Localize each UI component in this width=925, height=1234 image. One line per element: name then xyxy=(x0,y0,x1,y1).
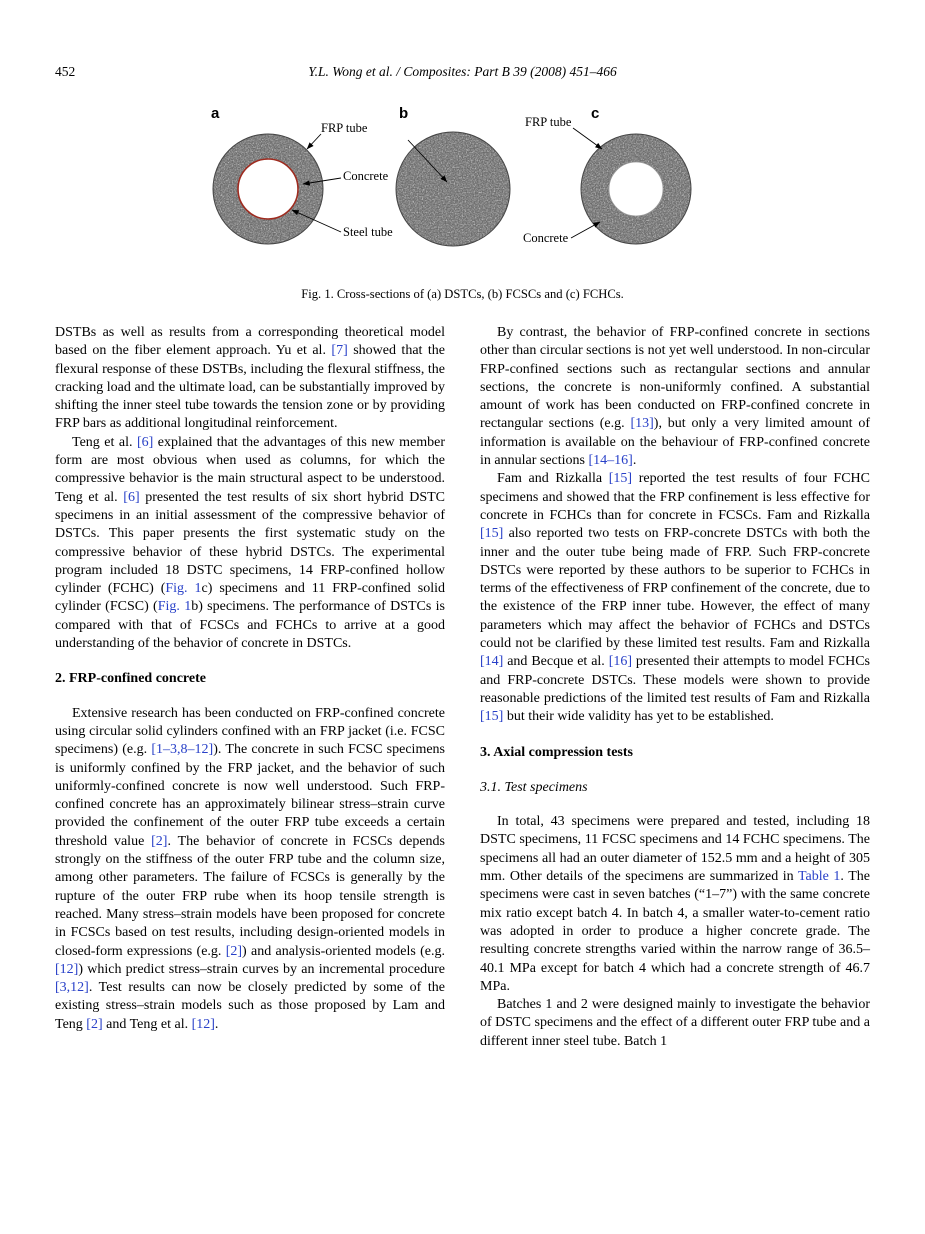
right-column xyxy=(480,324,870,1051)
citation-link[interactable]: [14] xyxy=(480,654,504,670)
cross-section-dstc xyxy=(213,134,323,244)
cross-section-fcsc xyxy=(396,132,510,246)
page-header xyxy=(55,64,870,80)
page-number: 452 xyxy=(55,64,76,79)
citation-link[interactable]: [2] xyxy=(151,833,168,849)
left-column xyxy=(55,324,445,1051)
running-head: Y.L. Wong et al. / Composites: Part B 39 (2008) 451–466 xyxy=(308,64,617,79)
citation-link[interactable]: Fig. 1 xyxy=(165,581,202,597)
section-heading: 3. Axial compression tests xyxy=(480,744,633,760)
figure-caption: Fig. 1. Cross-sections of (a) DSTCs, (b) FCSCs and (c) FCHCs. xyxy=(301,287,624,301)
section-heading: 2. FRP-confined concrete xyxy=(55,671,206,687)
steel-tube-ring xyxy=(238,159,298,219)
frp-tube-arrow-right xyxy=(573,128,602,149)
two-column-body xyxy=(55,324,870,1051)
paragraph: By contrast, the behavior of FRP-confined concrete in sections other than circular sections is not yet well understood. In non-circular FRP-confined sections such as rectangular sections and annular sections, the concrete is non-uniformly confined. A substantial amount of work has been conducted on FRP-confined concrete in rectangular sections (e.g. [13]), but only a very limited amount of information is available on the behaviour of FRP-confined concrete in annular sections [14–16]. xyxy=(480,325,870,469)
concrete-label-left: Concrete xyxy=(342,169,388,183)
citation-link[interactable]: Table 1 xyxy=(797,869,841,885)
citation-link[interactable]: [15] xyxy=(480,709,504,725)
citation-link[interactable]: [13] xyxy=(630,416,654,432)
citation-link[interactable]: [2] xyxy=(225,943,243,959)
citation-link[interactable]: [3,12] xyxy=(55,980,89,996)
panel-letter-b: b xyxy=(398,105,408,122)
citation-link[interactable]: [6] xyxy=(136,434,154,450)
citation-link[interactable]: [14–16] xyxy=(588,453,633,469)
hollow-core xyxy=(609,162,663,216)
frp-tube-arrow-left xyxy=(307,134,321,149)
concrete-arrow-right xyxy=(571,222,600,238)
steel-tube-label: Steel tube xyxy=(342,225,393,239)
frp-tube-label-right: FRP tube xyxy=(524,115,571,129)
paragraph: Teng et al. [6] explained that the advantages of this new member form are most obvious when used as columns, for which the compressive behavior is the main structural aspect to be understood. Teng et al. [6] presented the test results of six short hybrid DSTC specimens in an initial assessment of the compressive behavior of DSTCs. This paper presents the first systematic study on the compressive behavior of these hybrid DSTCs. The experimental program included 18 DSTC specimens, 14 FRP-confined hollow cylinder (FCHC) (Fig. 1c) specimens and 11 FRP-confined solid cylinder (FCSC) (Fig. 1b) specimens. The performance of DSTCs is compared with that of FCSCs and FCHCs to arrive at a good understanding of the behavior of concrete in DSTCs. xyxy=(55,434,446,652)
frp-tube-label-left: FRP tube xyxy=(320,121,367,135)
paragraph: Batches 1 and 2 were designed mainly to investigate the behavior of DSTC specimens and the effect of a different outer FRP tube and a different inner steel tube. Batch 1 xyxy=(480,997,870,1049)
citation-link[interactable]: [2] xyxy=(86,1016,103,1032)
citation-link[interactable]: [6] xyxy=(123,489,140,505)
subsection-heading: 3.1. Test specimens xyxy=(480,779,588,795)
paragraph: Fam and Rizkalla [15] reported the test results of four FCHC specimens and showed that the FRP confinement is less effective for concrete in FCHCs than for concrete in FCSCs. Fam and Rizkalla [15] also reported two tests on FRP-concrete DSTCs with both the inner and the outer tube being made of FRP. Such FRP-concrete DSTCs were reported by these authors to be superior to FCHCs in terms of the effectiveness of FRP confinement of the concrete, due to the existence of the FRP inner tube. However, the effect of many parameters which may affect the behavior of FCHCs and DSTCs could not be clarified by these limited test results. Fam and Rizkalla [14] and Becque et al. [16] presented their attempts to model FCHCs and FRP-concrete DSTCs. These models were shown to provide reasonable predictions of the limited test results of Fam and Rizkalla [15] but their wide validity has yet to be established. xyxy=(480,471,871,725)
citation-link[interactable]: Fig. 1 xyxy=(157,599,192,615)
paragraph: Extensive research has been conducted on FRP-confined concrete using circular solid cylinders confined with an FRP jacket (i.e. FCSC specimens) (e.g. [1–3,8–12]). The concrete in such FCSC specimens is uniformly confined by the FRP jacket, and the behavior of such uniformly-confined concrete is now well understood. Such FRP-confined concrete has an approximately bilinear stress–strain curve provided the confinement of the outer FRP tube exceeds a certain threshold value [2]. The behavior of concrete in FCSCs depends strongly on the stiffness of the outer FRP tube and the column size, among other parameters. The failure of FCSCs is generally by the rupture of the outer FRP rube when its hoop tensile strength is reached. Many stress–strain models have been proposed for concrete in FCSCs based on test results, including design-oriented models in closed-form expressions (e.g. [2]) and analysis-oriented models (e.g. [12]) which predict stress–strain curves by an incremental procedure [3,12]. Test results can now be closely predicted by some of the existing stress–strain models such as those proposed by Lam and Teng [2] and Teng et al. [12]. xyxy=(55,705,446,1032)
citation-link[interactable]: [1–3,8–12] xyxy=(151,742,214,758)
cross-section-fchc xyxy=(581,134,691,244)
citation-link[interactable]: [7] xyxy=(331,343,348,359)
figure-1 xyxy=(55,94,870,302)
citation-link[interactable]: [12] xyxy=(191,1016,215,1032)
paragraph: DSTBs as well as results from a corresponding theoretical model based on the fiber element approach. Yu et al. [7] showed that the flexural response of these DSTBs, including the flexural stiffness, the cracking load and the ultimate load, can be substantially improved by shifting the inner steel tube towards the tension zone or by providing FRP bars as additional longitudinal reinforcement. xyxy=(55,325,445,432)
citation-link[interactable]: [12] xyxy=(55,961,79,977)
citation-link[interactable]: [16] xyxy=(608,654,633,670)
concrete-label-right: Concrete xyxy=(522,231,568,245)
citation-link[interactable]: [15] xyxy=(608,471,633,487)
panel-letter-c: c xyxy=(590,105,599,122)
citation-link[interactable]: [15] xyxy=(480,526,504,542)
panel-letter-a: a xyxy=(210,105,219,122)
paragraph: In total, 43 specimens were prepared and tested, including 18 DSTC specimens, 11 FCSC specimens and 14 FCHC specimens. The specimens all had an outer diameter of 152.5 mm and a height of 305 mm. Other details of the specimens are summarized in Table 1. The specimens were cast in seven batches (“1–7”) with the same concrete mix ratio except batch 4. In batch 4, a smaller water-to-cement ratio was adopted in order to produce a higher concrete grade. The resulting concrete strengths varied within the narrow range of 36.5–40.1 MPa except for batch 4 which had a concrete strength of 46.7 MPa. xyxy=(480,814,870,994)
figure-1-image xyxy=(203,94,723,272)
